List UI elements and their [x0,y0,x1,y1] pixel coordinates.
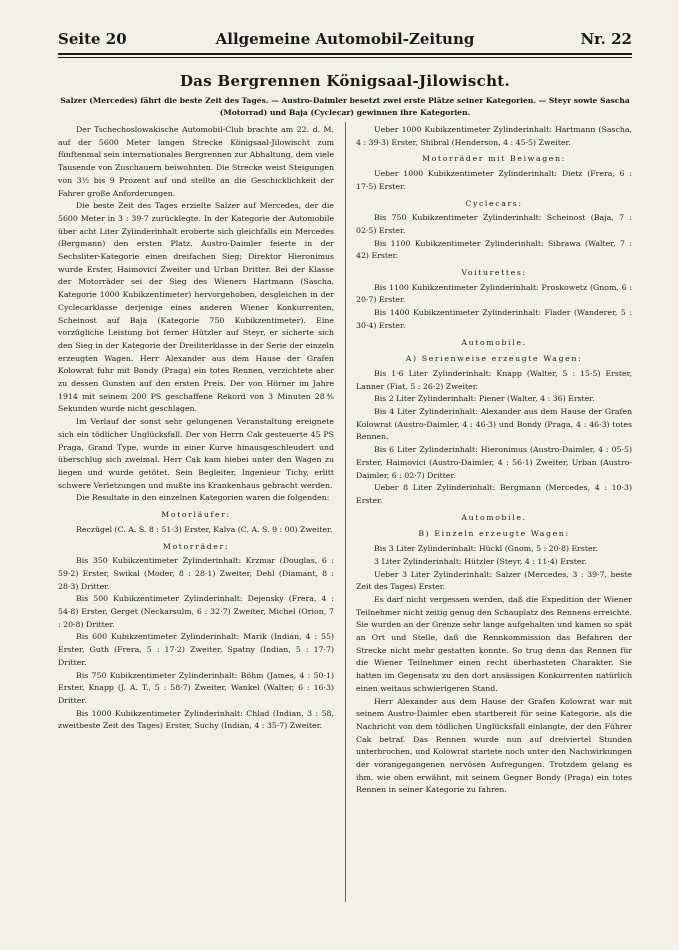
paragraph: Bis 1100 Kubikzentimeter Zylinderinhalt: Proskowetz (Gnom, 6 : 20·7) Erster. [356,282,632,305]
paragraph: Bis 1400 Kubikzentimeter Zylinderinhalt: Flader (Wanderer, 5 : 30·4) Erster. [356,308,632,330]
section-heading: Automobile. [461,337,527,347]
paragraph: Die beste Zeit des Tages erzielte Salzer auf Mercedes, der die 5600 Meter in 3 : 39·7 zurücklegte. In der Kategorie der Automobile über acht Liter Zylinderinhalt eroberte sich gleichfalls ein Mercedes (Bergmann) den ersten Platz. Austro-Daimler feierte in der Sechsliter-Kategorie einen dreifachen Sieg; Direktor Hieronimus wurde Erster, Haimovici Zweiter und Urban Dritter. Bei der Klasse der Motorräder sei der Sieg des Wieners Hartmann (Sascha, Kategorie 1000 Kubikzentimeter) hervorgehoben, desgleichen in der Cyclecarklasse derjenige eines anderen Wiener Konkurrenten, Scheinost auf Baja (Kategorie 750 Kubikzentimeter). Eine vorzügliche Leistung bot ferner Hützler auf Steyr, er sicherte sich den Sieg in der Kategorie der Dreiliterklasse in der Serie der einzeln erzeugten Wagen. Herr Alexander aus dem Hause der Grafen Kolowrat fuhr mit Bondy (Praga) ein totes Rennen, verzichtete aber zu dessen Gunsten auf den ersten Preis. Der von Hörner im Jahre 1914 mit seinem 200 PS geschaffene Rekord von 3 Minuten 28⅘ Sekunden wurde nicht geschlagen. [58,201,334,414]
section-heading: Motorräder: [162,541,230,551]
journal-title: Allgemeine Automobil-Zeitung [215,30,475,48]
paragraph: Herr Alexander aus dem Hause der Grafen Kolowrat war mit seinem Austro-Daimler eben startbereit für seine Kategorie, als die Nachricht von dem tödlichen Unglücksfall einlangte, der den Führer Cak betraf. Das Rennen wurde nun auf dreiviertel Stunden unterbrochen, und Kolowrat startete noch unter den Nachwirkungen der vorangegangenen nervösen Aufregungen. Trotzdem gelang es ihm, wie oben erwähnt, mit seinem Gegner Bondy (Praga) ein totes Rennen in seiner Kategorie zu fahren. [356,696,632,795]
paragraph: Bis 600 Kubikzentimeter Zylinderinhalt: Marik (Indian, 4 : 55) Erster, Guth (Frera, 5 : 17·2) Zweiter, Spatny (Indian, 5 : 17·7) Dritter. [58,632,334,667]
paragraph: Der Tschechoslowakische Automobil-Club brachte am 22. d. M. auf der 5600 Meter langen Strecke Königsaal-Jilowischt zum fünftenmal sein internationales Bergrennen zur Abhaltung, dem viele Tausende von Zuschauern beiwohnten. Die Strecke weist Steigungen von 3½ bis 9 Prozent auf und stellte an die Geschicklichkeit der Fahrer große Anforderungen. [58,125,334,198]
section-heading: Voiturettes: [461,268,527,278]
header-rule [58,53,632,55]
right-column [356,124,632,797]
section-heading: Automobile. [461,512,527,522]
section-heading: Motorräder mit Beiwagen: [422,154,566,164]
paragraph: Bis 1·6 Liter Zylinderinhalt: Knapp (Walter, 5 : 15·5) Erster, Lanner (Fiat, 5 : 26·2) Zweiter. [356,368,632,391]
paragraph: Bis 3 Liter Zylinderinhalt: Hückl (Gnom, 5 : 20·8) Erster. [374,544,599,554]
article-title: Das Bergrennen Königsaal-Jilowischt. [179,72,511,90]
paragraph: Ueber 1000 Kubikzentimeter Zylinderinhalt: Hartmann (Sascha, 4 : 39·3) Erster, Shibral (Henderson, 4 : 45·5) Zweiter. [356,125,632,147]
paragraph: Bis 6 Liter Zylinderinhalt: Hieronimus (Austro-Daimler, 4 : 05·5) Erster, Haimovici (Austro-Daimler, 4 : 56·1) Zweiter, Urban (Austro-Daimler, 6 : 02·7) Dritter. [356,445,632,480]
paragraph: Im Verlauf der sonst sehr gelungenen Veranstaltung ereignete sich ein tödlicher Unglücksfall. Der von Herrn Cak gesteuerte 45 PS Praga, Grand Type, wurde in einer Kurve hinausgeschleudert und überschlug sich zweimal. Herr Cak kam hiebei unter den Wagen zu liegen und wurde getötet. Sein Begleiter, Ingenieur Tichy, erlitt schwere Verletzungen und mußte ins Krankenhaus gebracht werden. [58,417,334,490]
paragraph: Es darf nicht vergessen werden, daß die Expedition der Wiener Teilnehmer nicht zeitig genug den Schauplatz des Rennens erreichte. Sie wurden an der Grenze sehr lange aufgehalten und kamen so spät an Ort und Stelle, daß die Rennkommission das Befahren der Strecke nicht mehr gestatten konnte. So trug denn das Rennen für die Wiener Teilnehmer einen recht überhasteten Charakter. Sie hatten im Gegensatz zu den dort ansässigen Konkurrenten natürlich einen weitaus schwierigeren Stand. [356,594,632,693]
paragraph: Bis 500 Kubikzentimeter Zylinderinhalt: Dejensky (Frera, 4 : 54·8) Erster, Gerget (Neckarsulm, 6 : 32·7) Zweiter, Michel (Orion, 7 : 20·8) Dritter. [58,594,334,629]
article-subtitle: Salzer (Mercedes) fährt die beste Zeit des Tages. — Austro-Daimler besetzt zwei erste Plätze seiner Kategorien. — Steyr sowie Sascha (Motorrad) und Baja (Cyclecar) gewinnen ihre Kategorien. [60,96,630,117]
paragraph: Bis 750 Kubikzentimeter Zylinderinhalt: Böhm (James, 4 : 50·1) Erster, Knapp (J. A. T., 5 : 58·7) Zweiter, Wankel (Walter, 6 : 16·3) Dritter. [58,670,334,705]
section-heading: Motorläufer: [161,510,231,520]
section-heading: B) Einzeln erzeugte Wagen: [418,529,570,539]
page-number: Seite 20 [58,30,127,48]
section-heading: A) Serienweise erzeugte Wagen: [405,354,583,364]
paragraph: Reczügel (C. A. S. 8 : 51·3) Erster, Kalva (C. A. S. 9 : 00) Zweiter. [76,524,333,534]
paragraph: Bis 750 Kubikzentimeter Zylinderinhalt: Scheinost (Baja, 7 : 02·5) Erster. [356,213,632,235]
issue-number: Nr. 22 [580,30,632,48]
paragraph: Bis 1000 Kubikzentimeter Zylinderinhalt: Chlad (Indian, 3 : 58, zweitbeste Zeit des Tages) Erster, Suchy (Indian, 4 : 35·7) Zweiter. [58,708,334,731]
paragraph: Bis 4 Liter Zylinderinhalt: Alexander aus dem Hause der Grafen Kolowrat (Austro-Daimler, 4 : 46·3) und Bondy (Praga, 4 : 46·3) totes Rennen. [356,407,632,442]
section-heading: Cyclecars: [465,198,523,208]
left-column [58,124,334,733]
paragraph: Bis 350 Kubikzentimeter Zylinderinhalt: Krzmar (Douglas, 6 : 59·2) Erster, Swikal (Moder, 8 : 28·1) Zweiter, Dehl (Diamant, 8 : 28·3) Dritter. [58,556,334,591]
paragraph: Ueber 3 Liter Zylinderinhalt: Salzer (Mercedes, 3 : 39·7, beste Zeit des Tages) Erster. [356,569,632,592]
column-divider [345,122,346,902]
paragraph: 3 Liter Zylinderinhalt: Hützler (Steyr, 4 : 11·4) Erster. [374,556,587,566]
paragraph: Ueber 8 Liter Zylinderinhalt: Bergmann (Mercedes, 4 : 10·3) Erster. [356,483,632,505]
running-header [58,30,632,52]
paragraph: Bis 1100 Kubikzentimeter Zylinderinhalt: Sibrawa (Walter, 7 : 42) Erster. [356,238,632,261]
paragraph: Ueber 1000 Kubikzentimeter Zylinderinhalt: Dietz (Frera, 6 : 17·5) Erster. [356,169,632,191]
header-rule-thin [58,57,632,58]
paragraph: Bis 2 Liter Zylinderinhalt: Piener (Walter, 4 : 36) Erster. [374,394,595,404]
paragraph: Die Resultate in den einzelnen Kategorien waren die folgenden: [76,493,330,503]
